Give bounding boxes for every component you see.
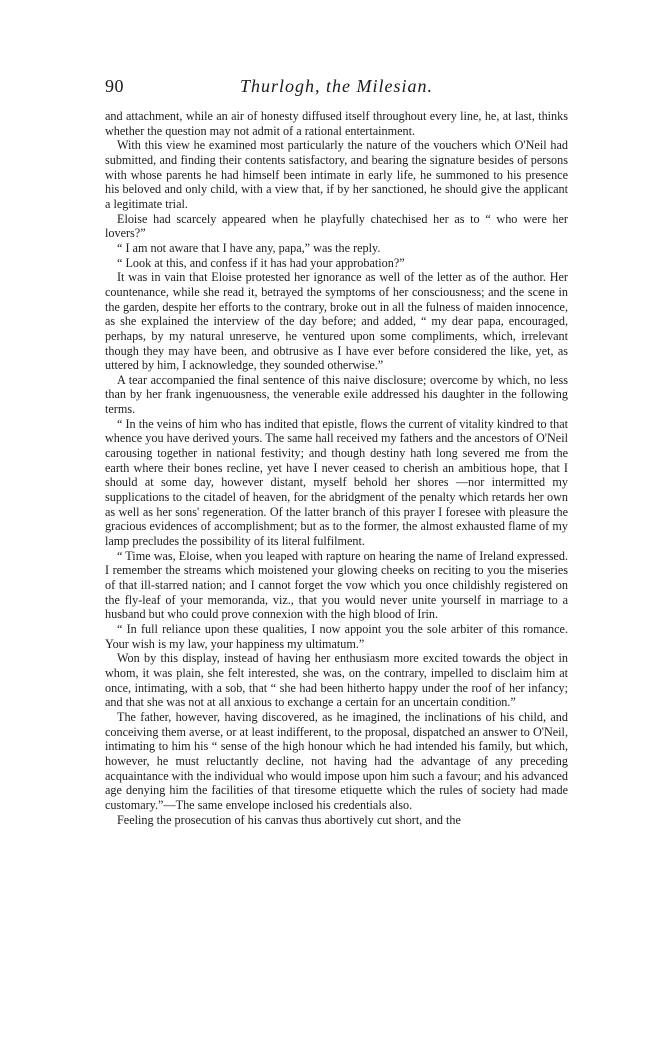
page-header — [105, 76, 568, 100]
page-number: 90 — [105, 76, 124, 96]
paragraph: With this view he examined most particularly the nature of the vouchers which O'Neil had submitted, and finding their contents satisfactory, and bearing the signature besides of persons with whose parents he had himself been intimate in early life, he summoned to his presence his beloved and only child, with a view that, if by her sanctioned, he should give the applicant a legitimate trial. — [105, 138, 568, 211]
book-page — [105, 76, 568, 827]
paragraph: A tear accompanied the final sentence of this naive disclosure; overcome by which, no less than by her frank ingenuousness, the venerable exile addressed his daughter in the following terms. — [105, 372, 568, 417]
running-title: Thurlogh, the Milesian. — [240, 76, 433, 96]
paragraph: “ In the veins of him who has indited that epistle, flows the current of vitality kindred to that whence you have derived yours. The same hall received my fathers and the ancestors of O'Neil carousing together in national festivity; and though destiny hath long severed me from the earth where their bones recline, yet have I never ceased to cherish an ambitious hope, that I should at some day, however distant, myself behold her shores —nor intermitted my supplications to the citadel of heaven, for the abridgment of the penalty which retards her own as well as her sons' regeneration. Of the latter branch of this prayer I foresee with pleasure the gracious evidences of accomplishment; but as to the former, the almost exhausted flame of my lamp precludes the possibility of its literal fulfilment. — [105, 416, 568, 549]
paragraph: Won by this display, instead of having her enthusiasm more excited towards the object in whom, it was plain, she felt interested, she was, on the contrary, impelled to disclaim him at once, intimating, with a sob, that “ she had been hitherto happy under the roof of her infancy; and that she was not at all anxious to exchange a certain for an uncertain condition.” — [105, 651, 568, 710]
paragraph: and attachment, while an air of honesty diffused itself throughout every line, he, at last, thinks whether the question may not admit of a rational entertainment. — [105, 109, 568, 138]
paragraph: “ I am not aware that I have any, papa,” was the reply. — [117, 240, 381, 255]
paragraph: It was in vain that Eloise protested her ignorance as well of the letter as of the author. Her countenance, while she read it, betrayed the symptoms of her consciousness; and the scene in the garden, despite her efforts to the contrary, broke out in all the fulness of maiden innocence, as she explained the interview of the day before; and added, “ my dear papa, encouraged, perhaps, by my natural unreserve, he ventured upon some compliments, which, irrelevant though they may have been, and obtrusive as I have ever before considered the like, yet, as uttered by him, I acknowledge, they sounded otherwise.” — [105, 270, 568, 373]
body-text — [105, 109, 568, 827]
paragraph: Eloise had scarcely appeared when he playfully chatechised her as to “ who were her lovers?” — [105, 211, 568, 241]
paragraph: “ In full reliance upon these qualities, I now appoint you the sole arbiter of this romance. Your wish is my law, your happiness my ultimatum.” — [105, 621, 568, 651]
paragraph: Feeling the prosecution of his canvas thus abortively cut short, and the — [117, 812, 461, 827]
paragraph: “ Time was, Eloise, when you leaped with rapture on hearing the name of Ireland expressed. I remember the streams which moistened your glowing cheeks on reciting to you the miseries of that ill-starred nation; and I cannot forget the vow which you once childishly registered on the fly-leaf of your memoranda, viz., that you would never unite yourself in marriage to a husband but who could prove connexion with the high blood of Irin. — [105, 548, 568, 622]
paragraph: The father, however, having discovered, as he imagined, the inclinations of his child, and conceiving them averse, or at least indifferent, to the proposal, dispatched an answer to O'Neil, intimating to him his “ sense of the high honour which he had intended his family, but which, however, he must reluctantly decline, not having had the advantage of any preceding acquaintance with the individual who would impose upon him such a favour; and his advanced age denying him the facilities of that tiresome etiquette which the rules of society had made customary.”—The same envelope inclosed his credentials also. — [105, 709, 569, 812]
paragraph: “ Look at this, and confess if it has had your approbation?” — [117, 255, 405, 270]
